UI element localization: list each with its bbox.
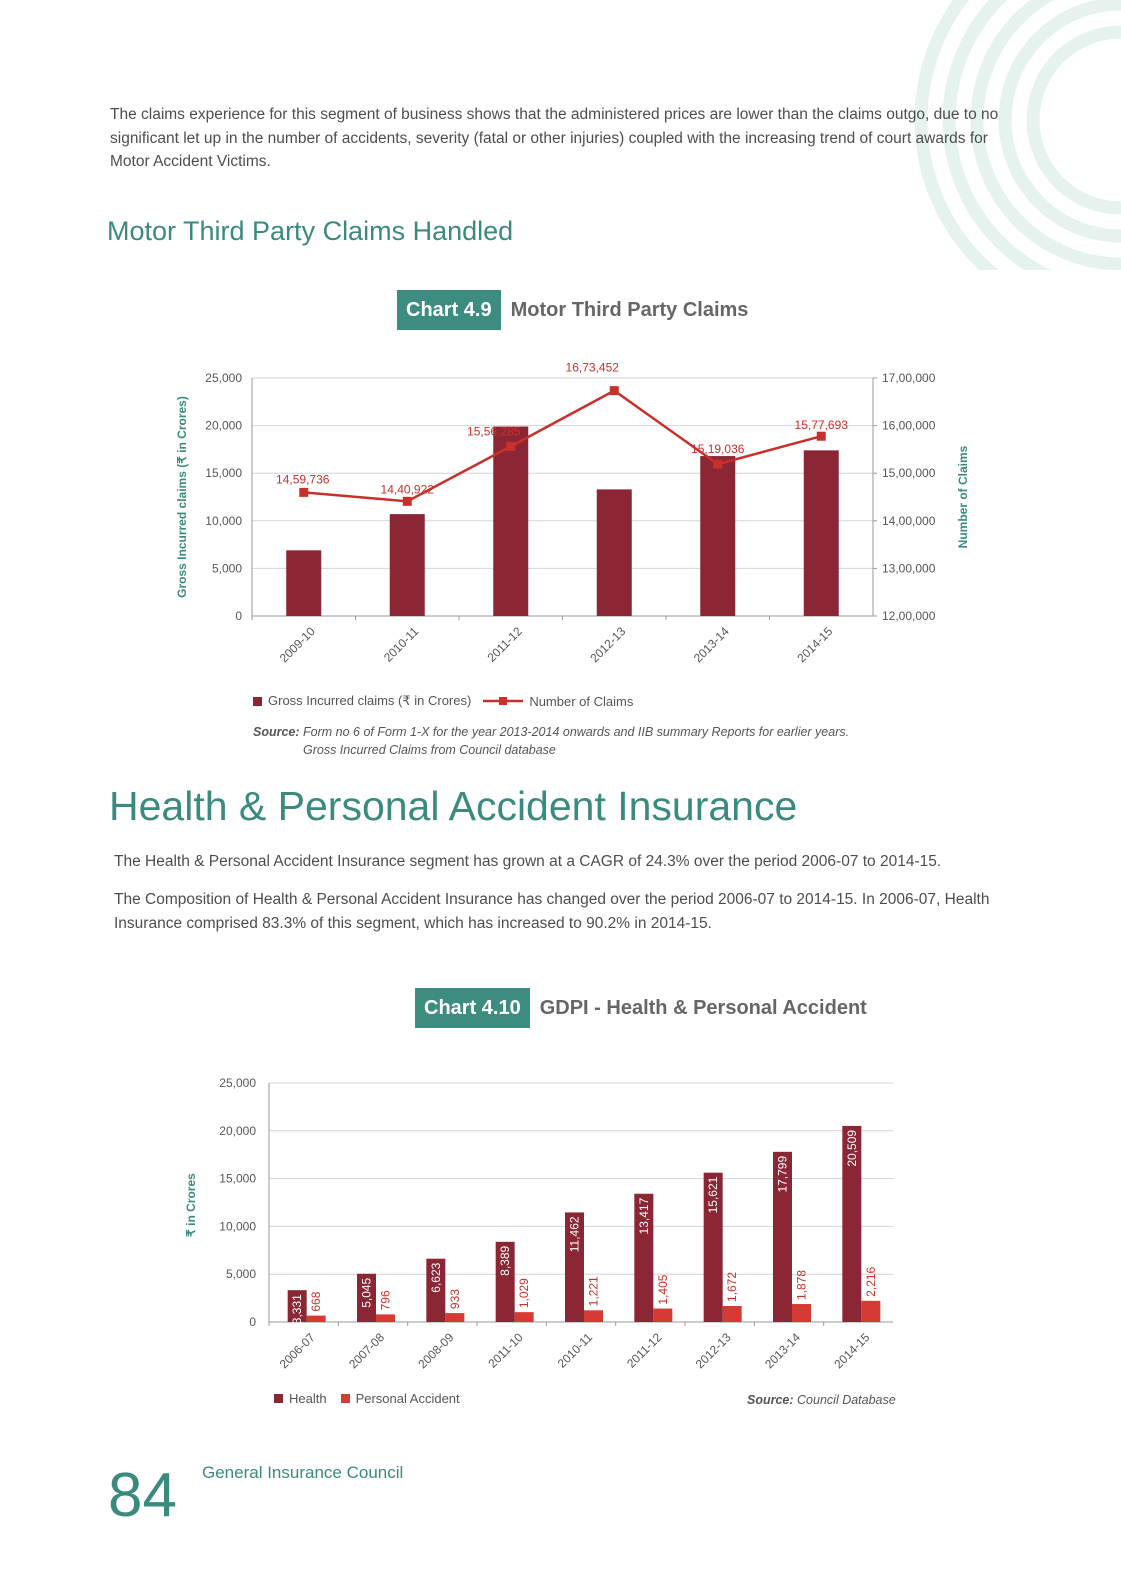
pa-data-label: 1,029 xyxy=(517,1278,532,1309)
x-tick-label: 2014-15 xyxy=(794,624,836,666)
y-axis-title-left: Gross Incurred claims (₹ in Crores) xyxy=(175,396,189,598)
health-data-label: 17,799 xyxy=(775,1155,790,1193)
claims-marker xyxy=(713,460,722,469)
y-axis-title-right: Number of Claims xyxy=(956,445,970,549)
health-data-label: 11,462 xyxy=(567,1216,582,1253)
x-tick-label: 2006-07 xyxy=(276,1330,318,1372)
health-data-label: 20,509 xyxy=(844,1129,859,1167)
chart2-header xyxy=(415,988,867,1028)
legend-swatch-pa xyxy=(341,1394,350,1403)
chart2-legend xyxy=(274,1391,460,1406)
source2-label: Source: xyxy=(747,1393,794,1407)
y-tick-label: 15,000 xyxy=(219,1171,256,1186)
x-tick-label: 2013-14 xyxy=(762,1330,804,1372)
y-tick-label: 5,000 xyxy=(225,1267,256,1282)
health-data-label: 5,045 xyxy=(359,1277,374,1308)
chart1-header xyxy=(397,290,748,330)
legend-swatch-gross xyxy=(253,697,262,706)
pa-data-label: 1,672 xyxy=(725,1271,740,1303)
section-title: Motor Third Party Claims Handled xyxy=(107,216,514,246)
source2-text: Council Database xyxy=(797,1393,896,1407)
y-tick-label: 20,000 xyxy=(219,1123,256,1138)
bar-personal-accident xyxy=(653,1309,672,1322)
claims-data-label: 16,73,452 xyxy=(565,360,619,375)
y-tick-label: 10,000 xyxy=(219,1219,256,1234)
x-tick-label: 2011-10 xyxy=(485,1330,526,1371)
x-tick-label: 2007-08 xyxy=(346,1330,388,1372)
x-tick-label: 2011-12 xyxy=(484,624,525,665)
chart1-source xyxy=(253,723,849,759)
chart1-title: Motor Third Party Claims xyxy=(510,298,749,321)
source-label: Source: xyxy=(253,725,300,739)
legend-pa-label: Personal Accident xyxy=(355,1391,460,1406)
bar-personal-accident xyxy=(723,1306,742,1322)
legend-swatch-health xyxy=(274,1394,283,1403)
bar-personal-accident xyxy=(445,1313,464,1322)
claims-data-label: 15,77,693 xyxy=(794,418,848,433)
claims-data-label: 15,19,036 xyxy=(691,442,745,457)
y-axis-title: ₹ in Crores xyxy=(184,1173,198,1237)
legend-line-swatch xyxy=(483,696,523,706)
chart1-legend xyxy=(253,693,633,709)
y-tick-right: 15,00,000 xyxy=(882,466,936,481)
y-tick-left: 25,000 xyxy=(205,371,242,385)
bar-personal-accident xyxy=(515,1312,534,1322)
source-line1: Form no 6 of Form 1-X for the year 2013-2014 onwards and IIB summary Reports for earlier years. xyxy=(303,725,850,739)
bar-personal-accident xyxy=(792,1304,811,1322)
y-tick-left: 20,000 xyxy=(205,418,242,433)
health-data-label: 15,621 xyxy=(706,1176,721,1214)
bar-gross-claims xyxy=(390,514,425,616)
bar-personal-accident xyxy=(861,1301,880,1322)
bar-gross-claims xyxy=(700,456,735,616)
pa-data-label: 2,216 xyxy=(863,1266,878,1297)
health-data-label: 13,417 xyxy=(636,1197,651,1235)
y-tick-left: 10,000 xyxy=(205,513,242,528)
paragraph-cagr: The Health & Personal Accident Insurance segment has grown at a CAGR of 24.3% over the period 2006-07 to 2014-15. xyxy=(114,853,942,870)
health-data-label: 8,389 xyxy=(498,1245,513,1276)
bar-gross-claims xyxy=(286,550,321,616)
x-tick-label: 2014-15 xyxy=(831,1330,873,1372)
chart1-tag: Chart 4.9 xyxy=(397,290,501,330)
health-pa-chart xyxy=(170,1065,910,1385)
legend-gross-label: Gross Incurred claims (₹ in Crores) xyxy=(268,693,472,708)
pa-data-label: 933 xyxy=(447,1289,462,1310)
intro-paragraph: The claims experience for this segment of business shows that the administered prices are lower than the claims outgo, due to no significant let up in the number of accidents, severity (fatal or other injuries) coupled with the increasing trend of court awards for Motor Accident Victims. xyxy=(110,106,999,170)
pa-data-label: 1,221 xyxy=(586,1276,601,1307)
footer-org: General Insurance Council xyxy=(202,1463,404,1482)
claims-marker xyxy=(299,488,308,497)
claims-data-label: 14,40,922 xyxy=(380,482,434,497)
paragraph-composition: The Composition of Health & Personal Accident Insurance has changed over the period 2006-07 to 2014-15. In 2006-07, Health Insurance comprised 83.3% of this segment, which has increased to 90.2% in 2014-15. xyxy=(114,891,990,932)
pa-data-label: 1,405 xyxy=(655,1274,670,1305)
health-data-label: 6,623 xyxy=(428,1262,443,1293)
y-tick-left: 15,000 xyxy=(205,466,242,481)
claims-data-label: 14,59,736 xyxy=(276,472,330,487)
y-tick-label: 0 xyxy=(249,1315,256,1329)
page-number: 84 xyxy=(108,1461,177,1530)
bar-personal-accident xyxy=(584,1310,603,1322)
claims-marker xyxy=(506,442,515,451)
bar-personal-accident xyxy=(307,1316,326,1322)
x-tick-label: 2013-14 xyxy=(690,624,732,666)
bar-gross-claims xyxy=(493,427,528,616)
bar-gross-claims xyxy=(804,450,839,616)
y-tick-right: 14,00,000 xyxy=(882,513,936,528)
y-tick-right: 12,00,000 xyxy=(882,609,936,623)
pa-data-label: 1,878 xyxy=(794,1270,809,1301)
y-tick-left: 5,000 xyxy=(211,561,242,576)
y-tick-right: 16,00,000 xyxy=(882,418,936,433)
pa-data-label: 796 xyxy=(378,1290,393,1311)
health-data-label: 3,331 xyxy=(290,1294,305,1325)
page-heading: Health & Personal Accident Insurance xyxy=(109,783,798,829)
y-tick-right: 13,00,000 xyxy=(882,561,936,576)
x-tick-label: 2012-13 xyxy=(587,624,629,666)
chart2-tag: Chart 4.10 xyxy=(415,988,530,1028)
motor-claims-chart xyxy=(160,360,980,685)
bar-gross-claims xyxy=(597,489,632,616)
legend-health-label: Health xyxy=(289,1391,327,1406)
x-tick-label: 2012-13 xyxy=(692,1330,734,1372)
y-tick-right: 17,00,000 xyxy=(882,371,936,385)
pa-data-label: 668 xyxy=(309,1291,324,1312)
x-tick-label: 2010-11 xyxy=(554,1330,596,1371)
source-line2: Gross Incurred Claims from Council database xyxy=(303,743,556,757)
claims-marker xyxy=(817,432,826,441)
x-tick-label: 2010-11 xyxy=(380,624,422,665)
chart2-title: GDPI - Health & Personal Accident xyxy=(539,996,867,1019)
y-tick-left: 0 xyxy=(235,609,242,623)
x-tick-label: 2009-10 xyxy=(276,624,318,666)
bar-personal-accident xyxy=(376,1314,395,1322)
legend-claims-label: Number of Claims xyxy=(529,693,634,709)
chart2-source xyxy=(747,1391,896,1409)
claims-marker xyxy=(610,386,619,395)
y-tick-label: 25,000 xyxy=(219,1076,256,1090)
claims-data-label: 15,56,285 xyxy=(467,424,521,439)
claims-marker xyxy=(403,497,412,506)
x-tick-label: 2011-12 xyxy=(624,1330,665,1371)
x-tick-label: 2008-09 xyxy=(415,1330,457,1372)
